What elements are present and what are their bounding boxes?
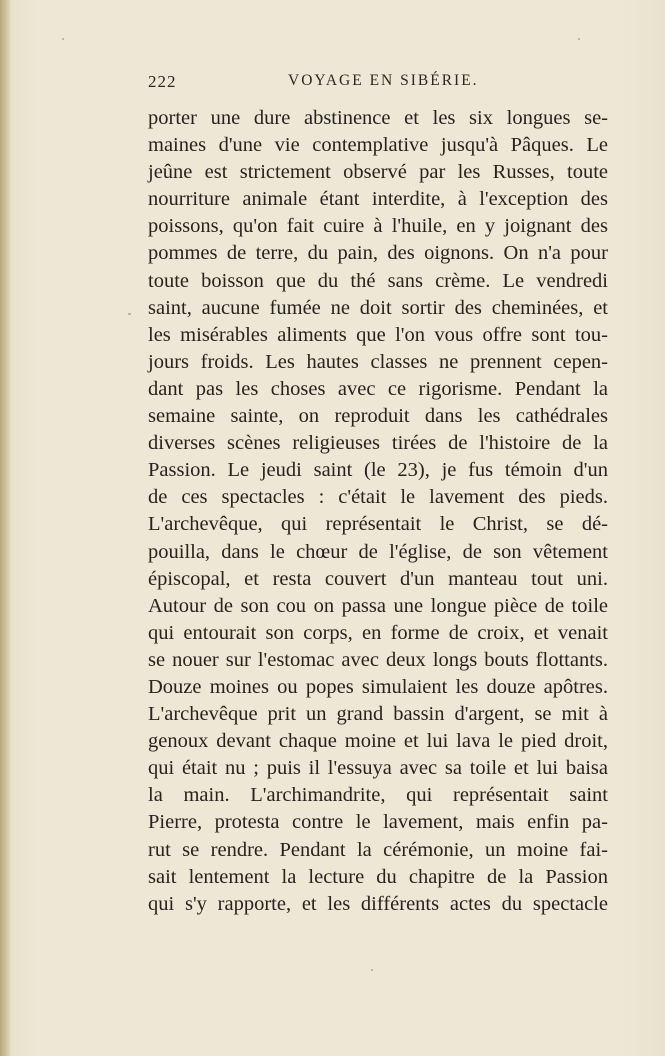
- text-line: maines d'une vie contemplative jusqu'à Pâques. Le: [148, 134, 608, 157]
- text-line: qui s'y rapporte, et les différents actes du spectacle: [148, 892, 608, 915]
- text-line: toute boisson que du thé sans crème. Le vendredi: [148, 269, 608, 292]
- text-line: saint, aucune fumée ne doit sortir des cheminées, et: [148, 296, 608, 319]
- paper-speck: [578, 38, 580, 40]
- paper-speck: [371, 969, 373, 971]
- text-line: de ces spectacles : c'était le lavement des pieds.: [148, 486, 608, 509]
- paper-speck: [62, 38, 64, 40]
- running-title: VOYAGE EN SIBÉRIE.: [288, 72, 479, 89]
- text-line: Douze moines ou popes simulaient les douze apôtres.: [148, 675, 608, 698]
- book-spine-edge: [0, 0, 10, 1056]
- text-line: Passion. Le jeudi saint (le 23), je fus témoin d'un: [148, 459, 608, 482]
- text-line: poissons, qu'on fait cuire à l'huile, en y joignant des: [148, 215, 608, 238]
- text-line: pommes de terre, du pain, des oignons. On n'a pour: [148, 242, 608, 265]
- text-line: semaine sainte, on reproduit dans les cathédrales: [148, 405, 608, 428]
- text-line: pouilla, dans le chœur de l'église, de son vêtement: [148, 540, 608, 563]
- body-text: [148, 105, 608, 918]
- text-line: jeûne est strictement observé par les Russes, toute: [148, 161, 608, 184]
- text-line: nourriture animale étant interdite, à l'exception des: [148, 188, 608, 211]
- text-line: diverses scènes religieuses tirées de l'histoire de la: [148, 432, 608, 455]
- text-line: sait lentement la lecture du chapitre de la Passion: [148, 865, 608, 888]
- text-line: Autour de son cou on passa une longue pièce de toile: [148, 594, 608, 617]
- paper-speck: [128, 313, 131, 315]
- text-line: porter une dure abstinence et les six longues se-: [148, 107, 608, 129]
- text-line: qui était nu ; puis il l'essuya avec sa toile et lui baisa: [148, 757, 608, 780]
- text-line: qui entourait son corps, en forme de croix, et venait: [148, 621, 608, 644]
- text-line: dant pas les choses avec ce rigorisme. Pendant la: [148, 377, 608, 400]
- text-line: épiscopal, et resta couvert d'un manteau tout uni.: [148, 567, 608, 590]
- running-head: [148, 72, 608, 98]
- text-line: genoux devant chaque moine et lui lava le pied droit,: [148, 730, 608, 753]
- page-number: 222: [148, 72, 177, 91]
- text-line: la main. L'archimandrite, qui représentait saint: [148, 784, 608, 807]
- text-line: Pierre, protesta contre le lavement, mais enfin pa-: [148, 811, 608, 834]
- text-line: se nouer sur l'estomac avec deux longs bouts flottants.: [148, 648, 608, 671]
- text-line: les misérables aliments que l'on vous offre sont tou-: [148, 323, 608, 346]
- text-line: L'archevêque, qui représentait le Christ, se dé-: [148, 513, 608, 536]
- text-line: rut se rendre. Pendant la cérémonie, un moine fai-: [148, 838, 608, 861]
- text-line: jours froids. Les hautes classes ne prennent cepen-: [148, 350, 608, 373]
- text-line: L'archevêque prit un grand bassin d'argent, se mit à: [148, 703, 608, 726]
